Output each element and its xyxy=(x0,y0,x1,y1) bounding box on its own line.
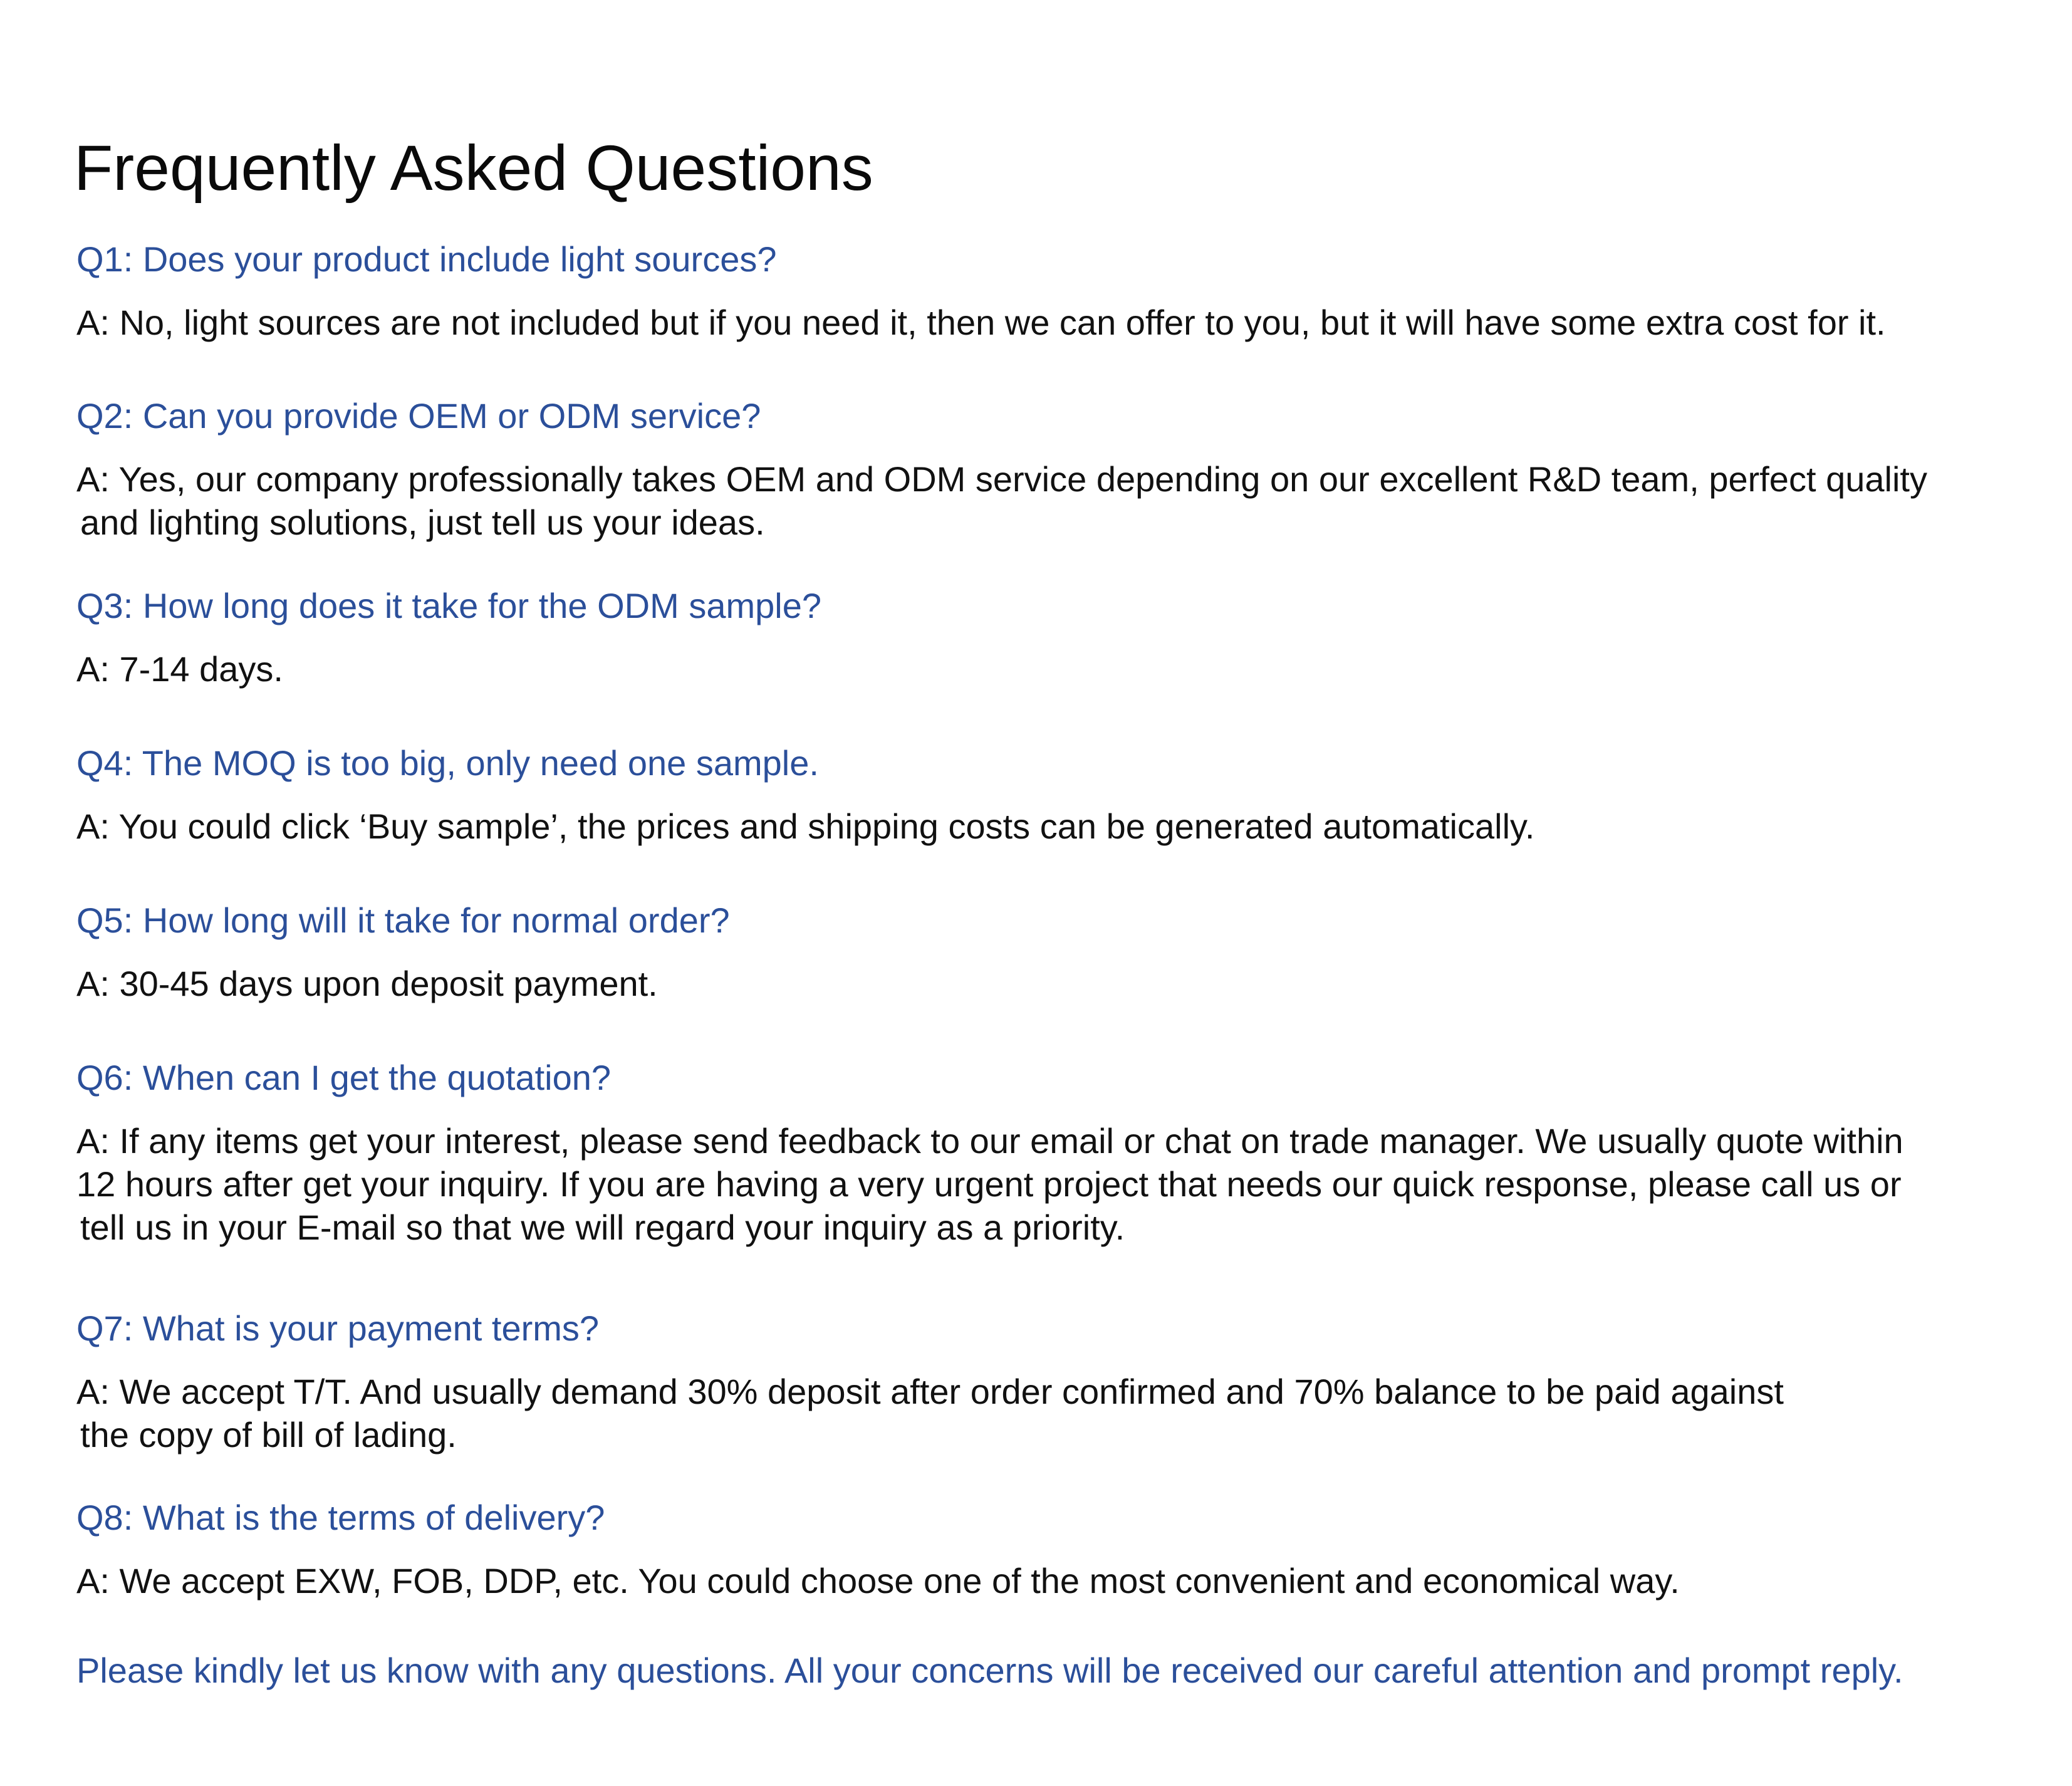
faq-question-2: Q2: Can you provide OEM or ODM service? xyxy=(76,396,761,436)
faq-answer-3-line-1: A: 7-14 days. xyxy=(76,649,283,689)
closing-note: Please kindly let us know with any questions. All your concerns will be received our careful attention and prompt reply. xyxy=(76,1651,1903,1690)
faq-answer-8-line-1: A: We accept EXW, FOB, DDP, etc. You could choose one of the most convenient and economical way. xyxy=(76,1561,1680,1601)
faq-answer-7 xyxy=(76,1370,1784,1456)
faq-answer-6-line-3: tell us in your E-mail so that we will regard your inquiry as a priority. xyxy=(80,1208,1125,1247)
faq-answer-8 xyxy=(76,1559,1680,1602)
faq-answer-6-line-1: A: If any items get your interest, please send feedback to our email or chat on trade manager. We usually quote within xyxy=(76,1121,1903,1161)
faq-answer-2-line-2: and lighting solutions, just tell us your ideas. xyxy=(80,503,765,542)
faq-answer-2 xyxy=(76,457,1927,544)
faq-answer-7-line-1: A: We accept T/T. And usually demand 30% deposit after order confirmed and 70% balance to be paid against xyxy=(76,1372,1784,1411)
page-title: Frequently Asked Questions xyxy=(74,132,873,204)
faq-question-1: Q1: Does your product include light sources? xyxy=(76,239,777,279)
faq-answer-1-line-1: A: No, light sources are not included but if you need it, then we can offer to you, but it will have some extra cost for it. xyxy=(76,303,1886,342)
faq-answer-5 xyxy=(76,962,658,1005)
faq-question-6: Q6: When can I get the quotation? xyxy=(76,1058,612,1097)
faq-question-8: Q8: What is the terms of delivery? xyxy=(76,1498,605,1537)
faq-question-4: Q4: The MOQ is too big, only need one sample. xyxy=(76,743,819,783)
faq-question-3: Q3: How long does it take for the ODM sample? xyxy=(76,586,821,625)
faq-answer-7-line-2: the copy of bill of lading. xyxy=(80,1415,457,1454)
faq-answer-1 xyxy=(76,301,1886,344)
faq-answer-2-line-1: A: Yes, our company professionally takes OEM and ODM service depending on our excellent R&D team, perfect quality xyxy=(76,459,1927,499)
faq-answer-4-line-1: A: You could click ‘Buy sample’, the prices and shipping costs can be generated automatically. xyxy=(76,807,1535,846)
faq-answer-4 xyxy=(76,805,1534,848)
faq-answer-5-line-1: A: 30-45 days upon deposit payment. xyxy=(76,964,658,1003)
faq-question-7: Q7: What is your payment terms? xyxy=(76,1308,600,1348)
faq-answer-3 xyxy=(76,647,283,691)
faq-answer-6-line-2: 12 hours after get your inquiry. If you are having a very urgent project that needs our quick response, please call us or xyxy=(76,1164,1902,1204)
faq-answer-6 xyxy=(76,1119,1903,1249)
faq-question-5: Q5: How long will it take for normal order? xyxy=(76,901,730,940)
